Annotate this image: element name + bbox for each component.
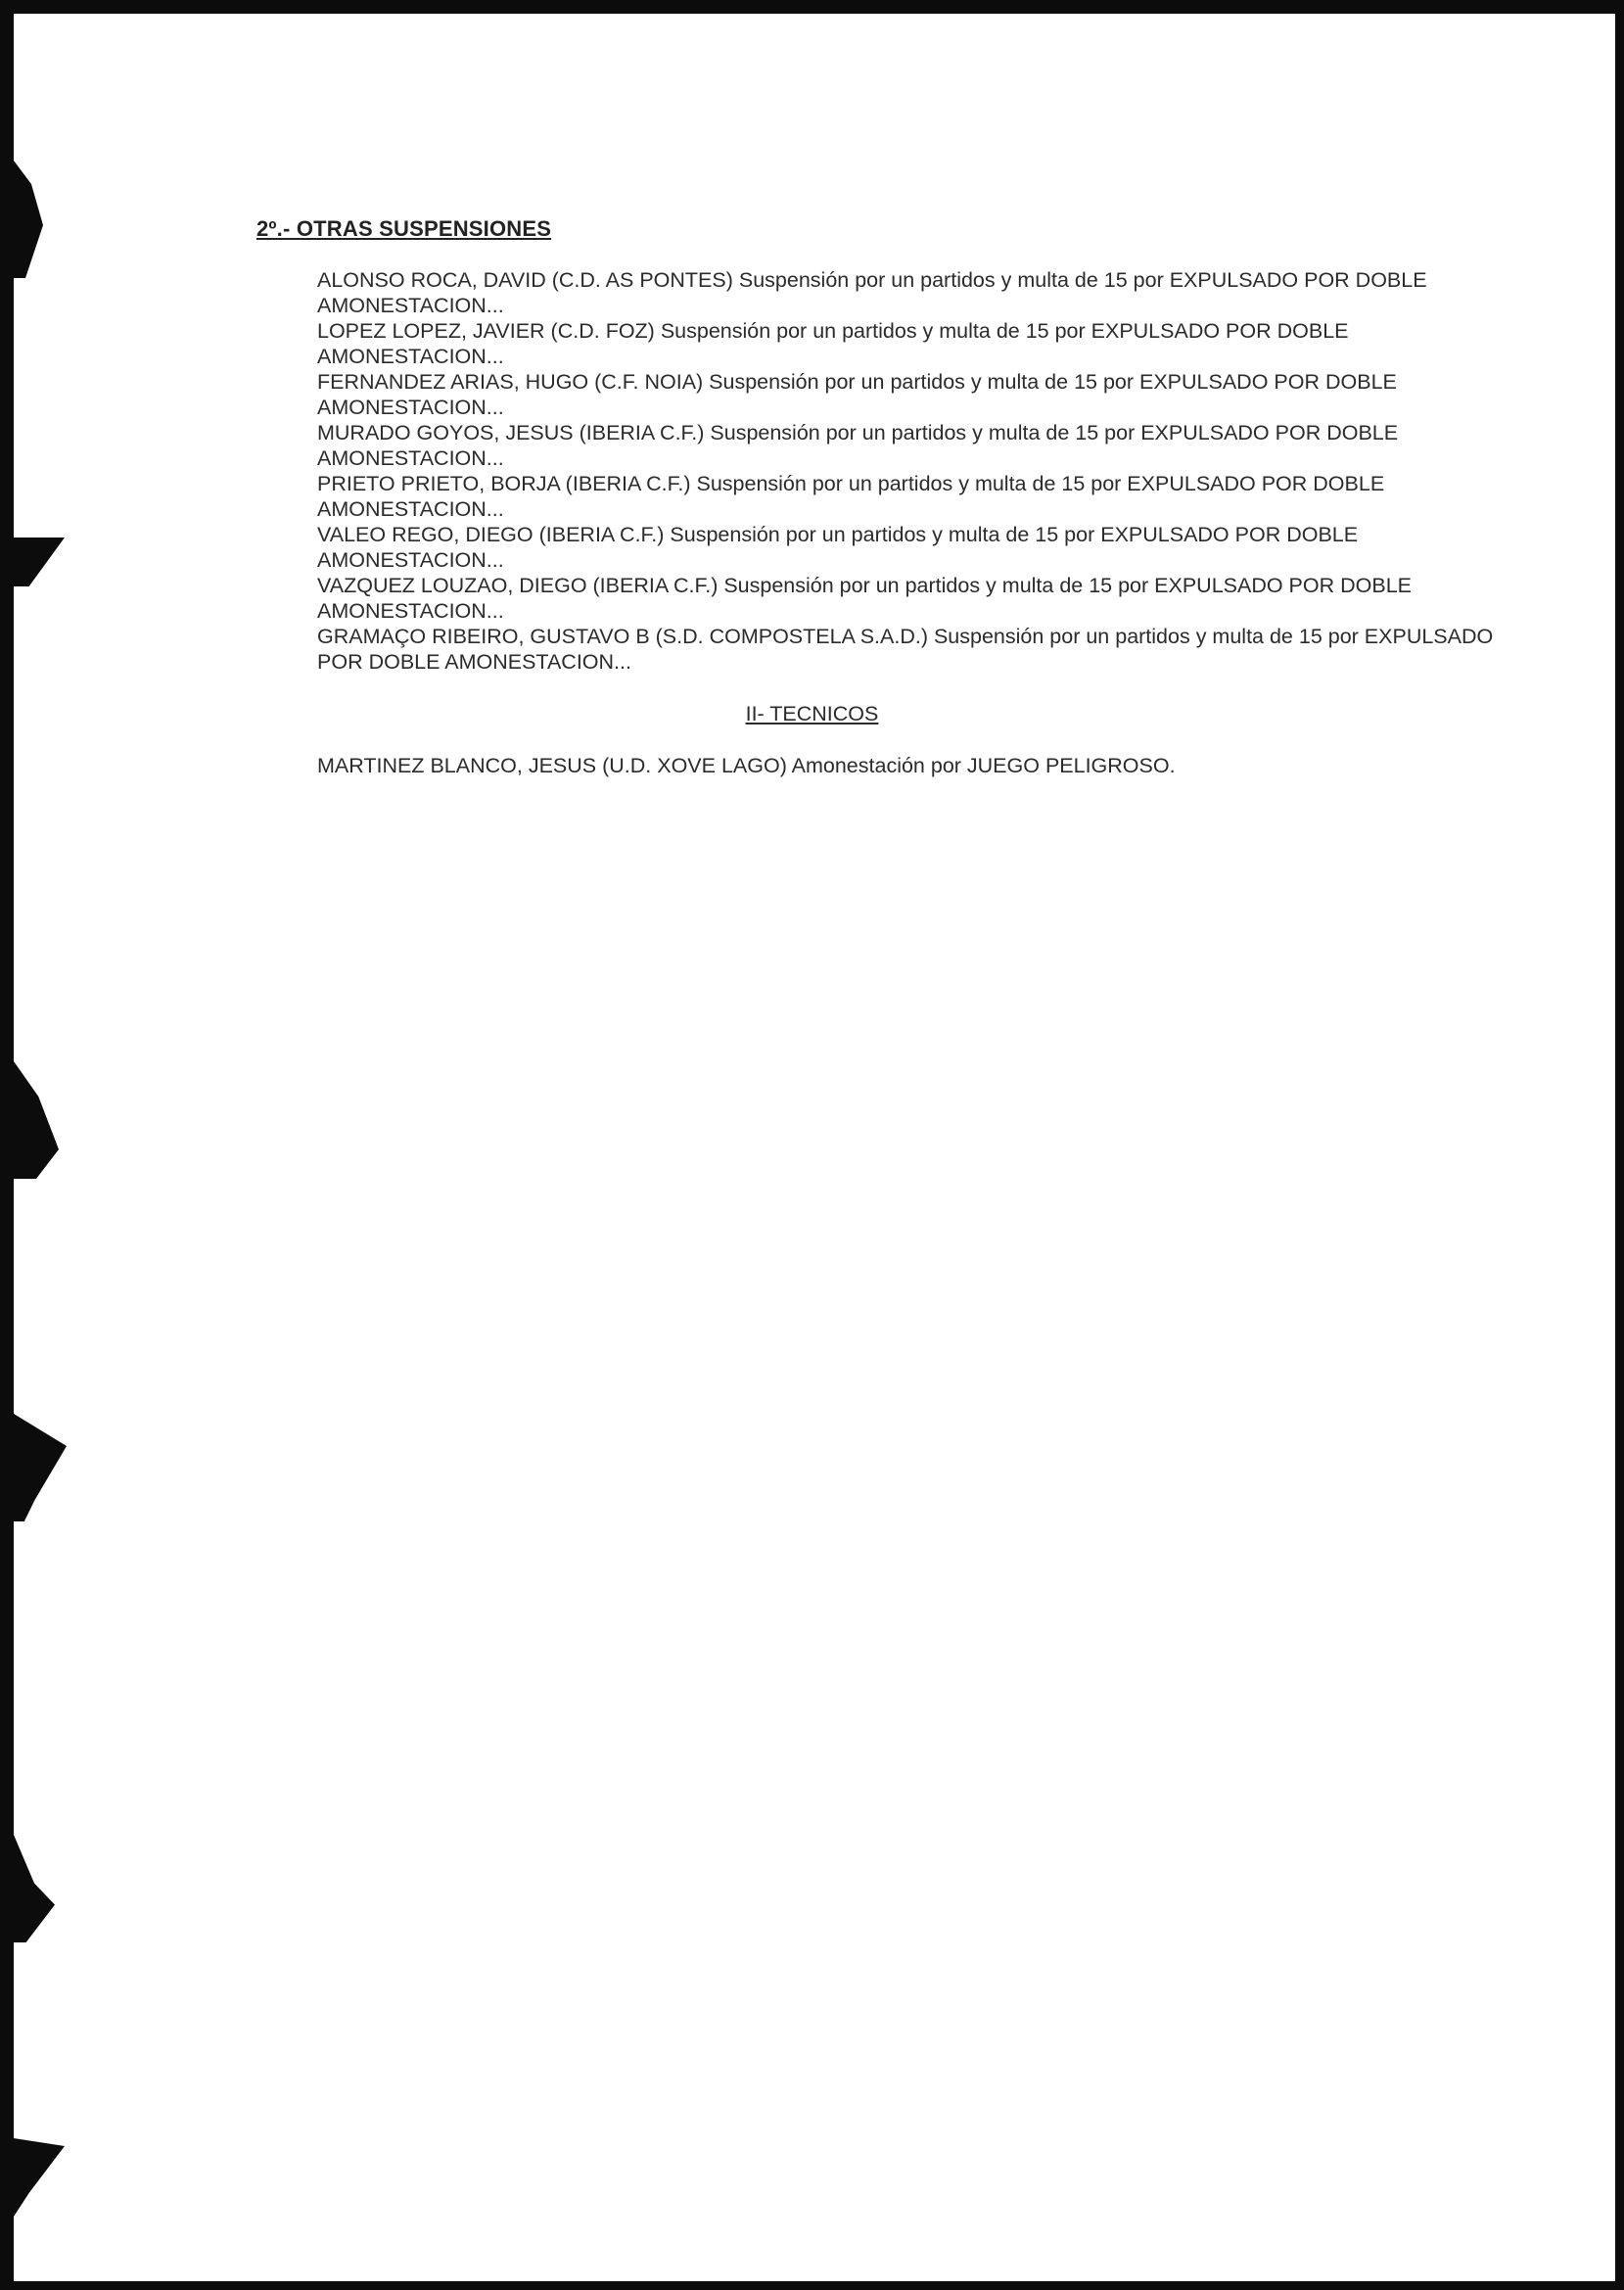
suspension-entry: LOPEZ LOPEZ, JAVIER (C.D. FOZ) Suspensión por un partidos y multa de 15 por EXPULSADO POR DOBLE AMONESTACION... xyxy=(317,319,1349,368)
section-heading: 2º.- OTRAS SUSPENSIONES xyxy=(256,216,552,241)
suspension-entry: ALONSO ROCA, DAVID (C.D. AS PONTES) Suspensión por un partidos y multa de 15 por EXPULSADO POR DOBLE AMONESTACION... xyxy=(317,268,1427,317)
suspension-list xyxy=(317,267,1521,675)
suspension-entry: GRAMAÇO RIBEIRO, GUSTAVO B (S.D. COMPOSTELA S.A.D.) Suspensión por un partidos y multa de 15 por EXPULSADO POR DOBLE AMONESTACION... xyxy=(317,625,1494,674)
torn-edge xyxy=(14,1414,67,1521)
torn-edge xyxy=(14,2138,65,2217)
torn-edge xyxy=(14,1061,59,1179)
subsection-heading: II- TECNICOS xyxy=(745,702,879,725)
torn-edge xyxy=(14,537,65,586)
torn-edge xyxy=(14,161,43,278)
torn-edge xyxy=(14,1835,55,1942)
suspension-entry: FERNANDEZ ARIAS, HUGO (C.F. NOIA) Suspensión por un partidos y multa de 15 por EXPULSADO POR DOBLE AMONESTACION... xyxy=(317,370,1397,419)
suspension-entry: PRIETO PRIETO, BORJA (IBERIA C.F.) Suspensión por un partidos y multa de 15 por EXPULSADO POR DOBLE AMONESTACION... xyxy=(317,472,1385,521)
suspension-entry: VAZQUEZ LOUZAO, DIEGO (IBERIA C.F.) Suspensión por un partidos y multa de 15 por EXPULSADO POR DOBLE AMONESTACION... xyxy=(317,574,1413,623)
suspension-entry: MURADO GOYOS, JESUS (IBERIA C.F.) Suspensión por un partidos y multa de 15 por EXPULSADO POR DOBLE AMONESTACION... xyxy=(317,421,1399,470)
suspension-entry: VALEO REGO, DIEGO (IBERIA C.F.) Suspensión por un partidos y multa de 15 por EXPULSADO POR DOBLE AMONESTACION... xyxy=(317,523,1359,572)
tecnicos-entry: MARTINEZ BLANCO, JESUS (U.D. XOVE LAGO) Amonestación por JUEGO PELIGROSO. xyxy=(317,754,1176,777)
